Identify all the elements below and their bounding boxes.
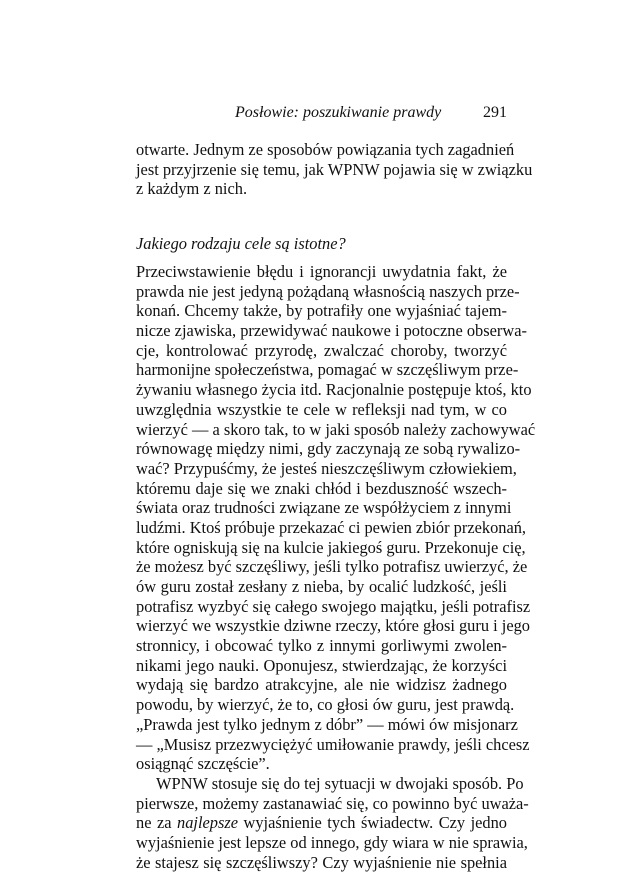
text-line: wydają się bardzo atrakcyjne, ale nie widzisz żadnego [136, 675, 507, 695]
paragraph-1 [136, 262, 536, 774]
text-line: nikami jego nauki. Oponujesz, stwierdzając, że korzyści [136, 655, 507, 675]
text-line: równowagę między nimi, gdy zaczynają ze sobą rywalizo- [136, 439, 521, 459]
text-line: cje, kontrolować przyrodę, zwalczać choroby, tworzyć [136, 340, 507, 360]
text-line: Przeciwstawienie błędu i ignorancji uwydatnia fakt, że [136, 262, 507, 281]
emphasized-word: najlepsze [177, 813, 239, 833]
text-line: nicze zjawiska, przewidywać naukowe i potoczne obserwa- [136, 321, 527, 341]
text-line: „Prawda jest tylko jednym z dóbr” — mówi ów misjonarz [136, 714, 518, 734]
text-span: ne za [136, 813, 177, 833]
text-line: wać? Przypuśćmy, że jesteś nieszczęśliwym człowiekiem, [136, 458, 517, 478]
text-line: konań. Chcemy także, by potrafiły one wyjaśniać tajem- [136, 301, 507, 321]
text-line: WPNW stosuje się do tej sytuacji w dwojaki sposób. Po [156, 774, 524, 793]
text-line: że stajesz się szczęśliwszy? Czy wyjaśnienie nie spełnia [136, 852, 507, 872]
text-line: stronnicy, i obcować tylko z innymi gorliwymi zwolen- [136, 636, 507, 656]
text-line: wierzyć — a skoro tak, to w jaki sposób należy zachowywać [136, 419, 536, 439]
text-line: uwzględnia wszystkie te cele w refleksji nad tym, w co [136, 399, 507, 419]
text-line: pierwsze, możemy zastanawiać się, co powinno być uważa- [136, 793, 529, 813]
text-line: jest przyjrzenie się temu, jak WPNW pojawia się w związku [136, 159, 533, 179]
intro-paragraph [136, 140, 533, 199]
text-line: osiągnąć szczęście”. [136, 754, 270, 774]
text-line: żywaniu własnego życia itd. Racjonalnie postępuje ktoś, kto [136, 380, 532, 400]
text-line: które ogniskują się na kulcie jakiegoś guru. Przekonuje cię, [136, 537, 526, 557]
running-header [136, 104, 507, 124]
text-line: wyjaśnienie jest lepsze od innego, gdy wiara w nie sprawia, [136, 833, 528, 853]
text-line: któremu daje się we znaki chłód i bezduszność wszech- [136, 478, 507, 498]
page-number: 291 [483, 104, 507, 121]
paragraph-2 [136, 774, 529, 872]
text-line: prawda nie jest jedyną pożądaną własnością naszych prze- [136, 281, 520, 301]
text-span: wyjaśnienie tych świadectw. Czy jedno [238, 813, 507, 833]
running-title: Posłowie: poszukiwanie prawdy [235, 104, 442, 121]
text-line: potrafisz wyzbyć się całego swojego majątku, jeśli potrafisz [136, 596, 531, 616]
text-line [136, 813, 507, 833]
text-line: wierzyć we wszystkie dziwne rzeczy, które głosi guru i jego [136, 616, 530, 636]
text-line: powodu, by wierzyć, że to, co głosi ów guru, jest prawdą. [136, 695, 515, 715]
text-line: świata oraz trudności związane ze współżyciem z innymi [136, 498, 512, 518]
text-line: z każdym z nich. [136, 179, 248, 199]
text-line: otwarte. Jednym ze sposobów powiązania tych zagadnień [136, 140, 515, 159]
text-line: ludźmi. Ktoś próbuje przekazać ci pewien zbiór przekonań, [136, 517, 527, 537]
text-line: że możesz być szczęśliwy, jeśli tylko potrafisz uwierzyć, że [136, 557, 528, 577]
text-line: ów guru został zesłany z nieba, by ocalić ludzkość, jeśli [136, 577, 507, 596]
text-line: — „Musisz przezwyciężyć umiłowanie prawdy, jeśli chcesz [136, 734, 530, 754]
text-line: harmonijne społeczeństwa, pomagać w szczęśliwym prze- [136, 360, 519, 380]
section-heading: Jakiego rodzaju cele są istotne? [136, 234, 346, 253]
